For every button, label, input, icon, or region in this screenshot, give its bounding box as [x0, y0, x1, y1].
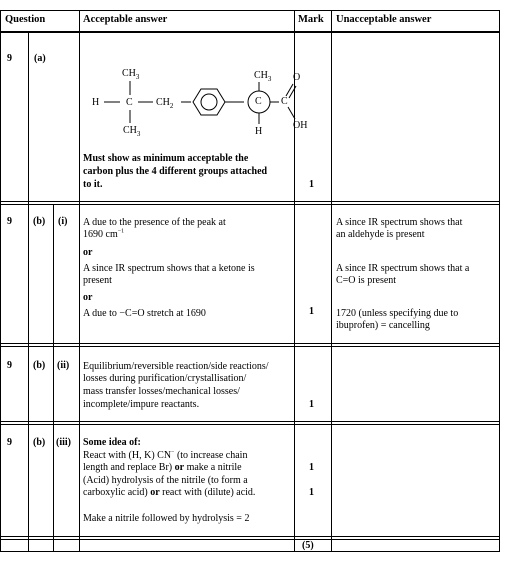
question-number: 9: [7, 360, 12, 371]
ch2-label: $CH_2$: [156, 97, 174, 110]
question-part: (b): [33, 437, 46, 448]
bond-c-o-double-1: [286, 84, 293, 96]
unacceptable-bi-2-line-2: C=O is present: [336, 275, 397, 286]
answer-biii-line-1: React with (H, K) CN− (to increase chain: [83, 449, 248, 461]
answer-bi-or-1: or: [83, 247, 93, 258]
answer-bi-1-line-1: A due to the presence of the peak at: [83, 217, 226, 228]
mark-bi: 1: [309, 306, 314, 317]
answer-bii-line-4: incomplete/impure reactants.: [83, 399, 200, 410]
c-chiral-label: C: [255, 96, 262, 107]
question-subpart: (i): [58, 216, 68, 227]
unacceptable-bi-1-line-1: A since IR spectrum shows that: [336, 217, 463, 228]
ch3-right-label: $CH_3$: [254, 70, 272, 83]
ch3-bottom-label: $CH_3$: [123, 125, 141, 138]
unacceptable-bi-3-line-1: 1720 (unless specifying due to: [336, 308, 459, 319]
answer-a-line-3: to it.: [83, 179, 103, 190]
mark-a: 1: [309, 179, 314, 190]
question-subpart: (ii): [57, 360, 70, 371]
o-label: O: [293, 72, 301, 83]
header-mark: Mark: [298, 14, 324, 25]
unacceptable-bi-3-line-2: ibuprofen) = cancelling: [336, 320, 430, 331]
answer-a-line-2: carbon plus the 4 different groups attached: [83, 166, 268, 177]
answer-biii-heading: Some idea of:: [83, 437, 141, 448]
total-marks: (5): [302, 540, 314, 551]
answer-bii-line-3: mass transfer losses/mechanical losses/: [83, 386, 240, 397]
answer-bii-line-2: losses during purification/crystallisation/: [83, 373, 247, 384]
unacceptable-bi-1-line-2: an aldehyde is present: [336, 229, 425, 240]
answer-bi-or-2: or: [83, 292, 93, 303]
question-number: 9: [7, 53, 12, 64]
question-part: (b): [33, 360, 46, 371]
oh-label: OH: [293, 120, 308, 131]
h-bottom-label: H: [255, 126, 263, 137]
answer-biii-line-5: Make a nitrile followed by hydrolysis = 2: [83, 513, 250, 524]
answer-biii-line-2: length and replace Br) or make a nitrile: [83, 462, 242, 473]
bond-c-oh: [288, 107, 295, 119]
h-left-label: H: [92, 97, 100, 108]
answer-bi-1-line-2: 1690 $cm^{-1}$: [83, 228, 125, 240]
answer-bi-3: A due to −C=O stretch at 1690: [83, 308, 206, 319]
question-number: 9: [7, 216, 12, 227]
question-subpart: (iii): [56, 437, 71, 448]
benzene-inner-circle: [201, 94, 217, 110]
answer-a-line-1: Must show as minimum acceptable the: [83, 153, 249, 164]
header-unacceptable-answer: Unacceptable answer: [336, 14, 432, 25]
answer-bii-line-1: Equilibrium/reversible reaction/side reactions/: [83, 361, 269, 372]
header-question: Question: [5, 14, 46, 25]
bond-c-o-double-2: [289, 86, 296, 98]
benzene-ring: [193, 89, 225, 115]
answer-biii-line-3: (Acid) hydrolysis of the nitrile (to form a: [83, 475, 248, 486]
answer-bi-2-line-2: present: [83, 275, 112, 286]
question-number: 9: [7, 437, 12, 448]
header-acceptable-answer: Acceptable answer: [83, 14, 168, 25]
c-center-label: C: [126, 97, 133, 108]
chiral-carbon-circle: [248, 91, 270, 113]
c-acid-label: C: [281, 96, 288, 107]
mark-bii: 1: [309, 399, 314, 410]
question-part: (b): [33, 216, 46, 227]
unacceptable-bi-2-line-1: A since IR spectrum shows that a: [336, 263, 470, 274]
ch3-top-label: $CH_3$: [122, 68, 140, 81]
answer-bi-2-line-1: A since IR spectrum shows that a ketone is: [83, 263, 255, 274]
question-part: (a): [34, 53, 46, 64]
answer-biii-line-4: carboxylic acid) or react with (dilute) acid.: [83, 487, 256, 498]
mark-biii-1: 1: [309, 462, 314, 473]
mark-biii-2: 1: [309, 487, 314, 498]
